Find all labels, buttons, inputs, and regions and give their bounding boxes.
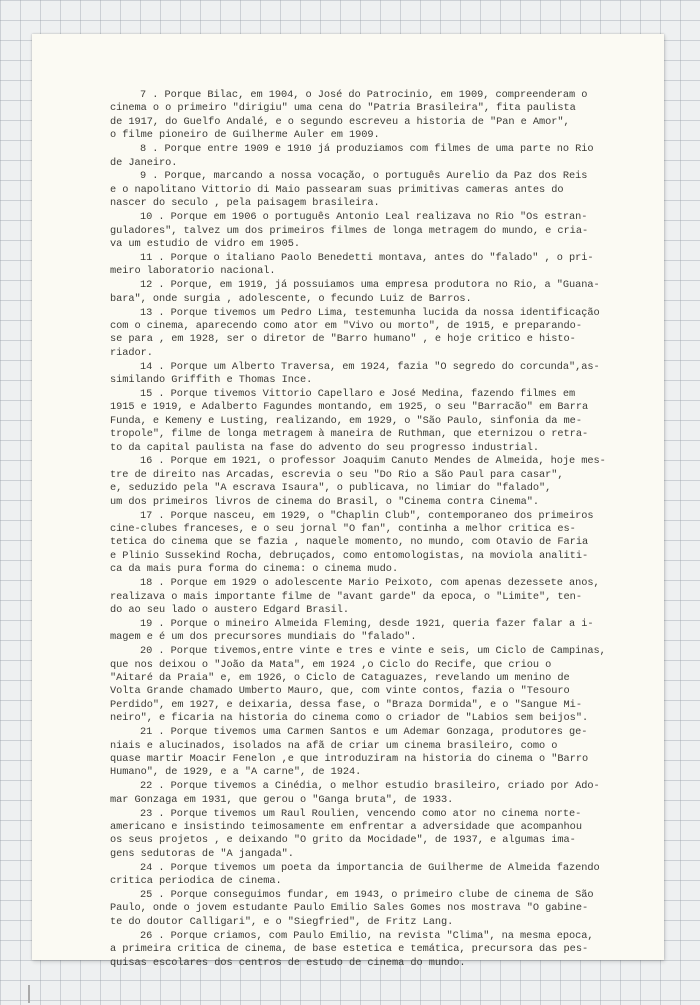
text-line: bara", onde surgia , adolescente, o fecundo Luiz de Barros. [110, 292, 472, 305]
text-line: niais e alucinados, isolados na afã de criar um cinema brasileiro, como o [110, 739, 558, 752]
text-line: tre de direito nas Arcadas, escrevia o seu "Do Rio a São Paul para casar", [110, 468, 564, 481]
numbered-paragraph [110, 780, 638, 807]
text-line: 19 . Porque o mineiro Almeida Fleming, desde 1921, queria fazer falar a i- [140, 617, 594, 630]
text-line: va um estudio de vidro em 1905. [110, 237, 301, 250]
text-line: riador. [110, 346, 153, 359]
text-line: 18 . Porque em 1929 o adolescente Mario Peixoto, com apenas dezessete anos, [140, 577, 600, 590]
text-line: 13 . Porque tivemos um Pedro Lima, testemunha lucida da nossa identificação [140, 306, 600, 319]
numbered-paragraph [110, 361, 638, 388]
numbered-paragraph [110, 577, 638, 617]
numbered-paragraph [110, 170, 638, 210]
text-line: 7 . Porque Bilac, em 1904, o José do Patrocinio, em 1909, compreenderam o [140, 89, 588, 101]
text-line: e Plinio Sussekind Rocha, debruçados, como entomologistas, na moviola analiti- [110, 549, 589, 562]
text-line: Paulo, onde o jovem estudante Paulo Emilio Sales Gomes nos mostrava "O gabine- [110, 902, 589, 915]
text-line: 21 . Porque tivemos uma Carmen Santos e um Ademar Gonzaga, produtores ge- [140, 726, 588, 739]
numbered-paragraph [110, 618, 638, 645]
text-line: 8 . Porque entre 1909 e 1910 já produziamos com filmes de uma parte no Rio [140, 143, 594, 156]
text-line: similando Griffith e Thomas Ince. [110, 374, 313, 387]
text-line: nascer do seculo , pela paisagem brasileira. [110, 197, 380, 210]
numbered-paragraph [110, 143, 638, 170]
text-line: que nos deixou o "João da Mata", em 1924 ,o Ciclo do Recife, que criou o [110, 658, 552, 671]
text-line: 9 . Porque, marcando a nossa vocação, o português Aurelio da Paz dos Reis [140, 170, 588, 183]
text-line: 16 . Porque em 1921, o professor Joaquim Canuto Mendes de Almeida, hoje mes- [140, 455, 606, 468]
numbered-paragraph [110, 808, 638, 862]
text-line: cinema o o primeiro "dirigiu" uma cena do "Patria Brasileira", fita paulista [110, 102, 576, 115]
document-page [32, 34, 664, 969]
text-line: Humano", de 1929, e a "A carne", de 1924. [110, 766, 362, 779]
numbered-paragraph [110, 726, 638, 780]
numbered-paragraph [110, 252, 638, 279]
numbered-paragraph [110, 211, 638, 251]
text-line: com o cinema, aparecendo como ator em "Vivo ou morto", de 1915, e preparando- [110, 319, 582, 332]
text-line: 24 . Porque tivemos um poeta da importancia de Guilherme de Almeida fazendo [140, 861, 600, 874]
text-line: quase martir Moacir Fenelon ,e que introduziram na historia do cinema o "Barro [110, 752, 589, 765]
text-line: 23 . Porque tivemos um Raul Roulien, vencendo como ator no cinema norte- [140, 807, 582, 820]
text-line: ca da mais pura forma do cinema: o cinema mudo. [110, 563, 399, 576]
numbered-paragraph [110, 279, 638, 306]
text-line: guladores", talvez um dos primeiros filmes de longa metragem do mundo, e cria- [110, 224, 589, 237]
numbered-paragraph [110, 889, 638, 929]
text-line: to da capital paulista na fase do advento do seu progresso industrial. [110, 441, 540, 454]
numbered-paragraph [110, 307, 638, 361]
text-line: tropole", filme de longa metragem à maneira de Ruthman, que eternizou o retra- [110, 428, 589, 441]
text-line: se para , em 1928, ser o diretor de "Barro humano" , e hoje critico e histo- [110, 333, 576, 346]
document-body [110, 89, 638, 970]
text-line: americano e insistindo teimosamente em enfrentar a adversidade que acompanhou [110, 820, 582, 833]
text-line: Funda, e Kemeny e Lusting, realizando, em 1929, o "São Paulo, sinfonia da me- [110, 414, 582, 427]
text-line: 26 . Porque criamos, com Paulo Emilio, na revista "Clima", na mesma epoca, [140, 929, 594, 942]
text-line: 12 . Porque, em 1919, já possuiamos uma empresa produtora no Rio, a "Guana- [140, 279, 600, 292]
text-line: neiro", e ficaria na historia do cinema como o criador de "Labios sem beijos". [110, 712, 589, 725]
text-line: gens sedutoras de "A jangada". [110, 847, 294, 860]
text-line: "Aitaré da Praia" e, em 1926, o Ciclo de Cataguazes, revelando um menino de [110, 671, 570, 684]
text-line: tetica do cinema que se fazia , naquele momento, no mundo, com Otavio de Faria [110, 536, 589, 549]
text-line: um dos primeiros livros de cinema do Brasil, o "Cinema contra Cinema". [110, 495, 540, 508]
text-line: 10 . Porque em 1906 o português Antonio Leal realizava no Rio "Os estran- [140, 211, 588, 224]
text-line: de Janeiro. [110, 156, 178, 169]
text-line: realizava o mais importante filme de "avant garde" da epoca, o "Limite", ten- [110, 590, 582, 603]
text-line: 17 . Porque nasceu, em 1929, o "Chaplin Club", contemporaneo dos primeiros [140, 509, 594, 522]
numbered-paragraph [110, 645, 638, 725]
text-line: 25 . Porque conseguimos fundar, em 1943, o primeiro clube de cinema de São [140, 888, 594, 901]
numbered-paragraph [110, 930, 638, 970]
text-line: meiro laboratorio nacional. [110, 265, 276, 278]
text-line: 20 . Porque tivemos,entre vinte e tres e vinte e seis, um Ciclo de Campinas, [140, 645, 606, 658]
numbered-paragraph [110, 862, 638, 889]
numbered-paragraph [110, 89, 638, 143]
scale-tick-mark [28, 985, 30, 1003]
text-line: cine-clubes franceses, e o seu jornal "O fan", continha a melhor critica es- [110, 523, 576, 535]
text-line: Volta Grande chamado Umberto Mauro, que, com vinte contos, fazia o "Tesouro [110, 685, 570, 698]
numbered-paragraph [110, 455, 638, 509]
text-line: os seus projetos , e deixando "O grito da Mocidade", de 1937, e algumas ima- [110, 834, 576, 847]
text-line: 15 . Porque tivemos Vittorio Capellaro e José Medina, fazendo filmes em [140, 387, 576, 400]
text-line: a primeira critica de cinema, de base estetica e temática, precursora das pes- [110, 943, 589, 956]
text-line: quisas escolares dos centros de estudo de cinema do mundo. [110, 956, 466, 969]
text-line: e, seduzido pela "A escrava Isaura", o publicava, no limiar do "falado", [110, 482, 552, 495]
text-line: de 1917, do Guelfo Andalé, e o segundo escreveu a historia de "Pan e Amor", [110, 115, 570, 128]
numbered-paragraph [110, 510, 638, 577]
text-line: e o napolitano Vittorio di Maio passearam suas primitivas cameras antes do [110, 183, 564, 196]
text-line: Perdido", em 1927, e deixaria, dessa fase, o "Braza Dormida", e o "Sangue Mi- [110, 698, 582, 711]
text-line: te do doutor Calligari", e o "Siegfried", de Fritz Lang. [110, 915, 454, 928]
text-line: 1915 e 1919, e Adalberto Fagundes montando, em 1925, o seu "Barracão" em Barra [110, 401, 589, 414]
text-line: o filme pioneiro de Guilherme Auler em 1909. [110, 129, 380, 142]
text-line: 14 . Porque um Alberto Traversa, em 1924, fazia "O segredo do corcunda",as- [140, 360, 600, 373]
text-line: 11 . Porque o italiano Paolo Benedetti montava, antes do "falado" , o pri- [140, 251, 594, 264]
text-line: mar Gonzaga em 1931, que gerou o "Ganga bruta", de 1933. [110, 793, 454, 806]
text-line: magem e é um dos precursores mundiais do "falado". [110, 631, 417, 644]
text-line: 22 . Porque tivemos a Cinédia, o melhor estudio brasileiro, criado por Ado- [140, 780, 600, 793]
text-line: do ao seu lado o austero Edgard Brasil. [110, 603, 350, 616]
text-line: critica periodica de cinema. [110, 875, 282, 888]
numbered-paragraph [110, 388, 638, 455]
